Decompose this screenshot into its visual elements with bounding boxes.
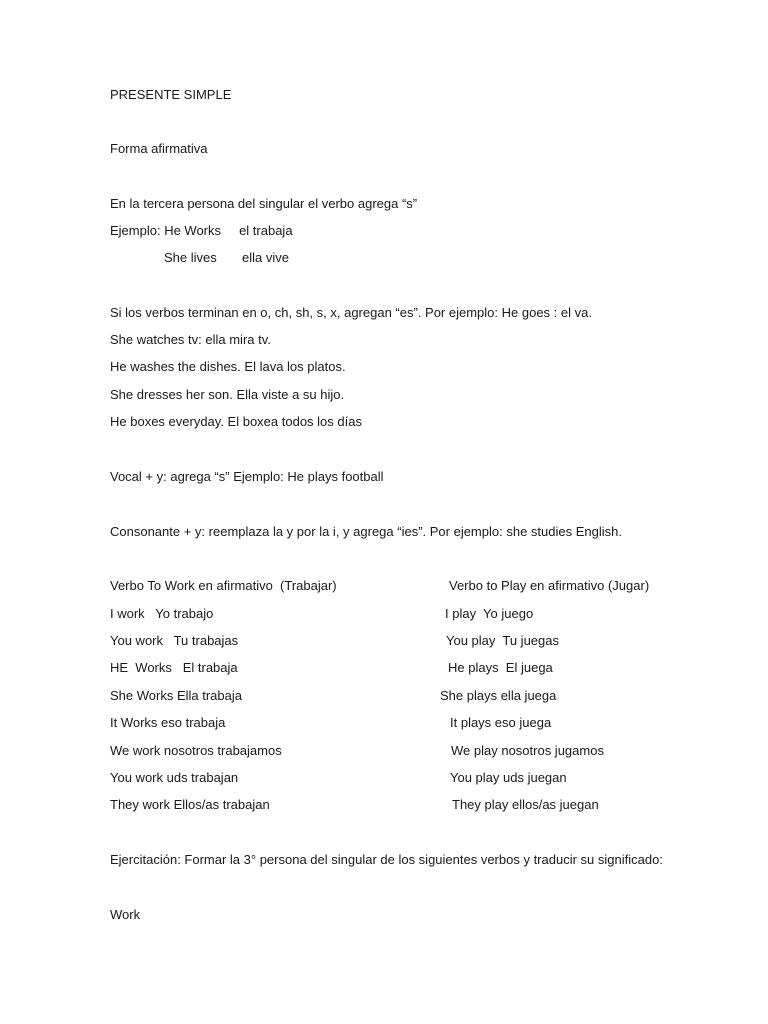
play-conjugation-row: She plays ella juega xyxy=(440,688,557,703)
work-conjugation-row: You work uds trabajan xyxy=(110,770,239,785)
example-line: She watches tv: ella mira tv. xyxy=(110,332,271,347)
play-conjugation-row: You play Tu juegas xyxy=(446,633,559,648)
work-conjugation-row: They work Ellos/as trabajan xyxy=(110,797,270,812)
document-title: PRESENTE SIMPLE xyxy=(110,87,232,102)
rule-vowel-y: Vocal + y: agrega “s” Ejemplo: He plays football xyxy=(110,469,384,484)
rule-consonant-y: Consonante + y: reemplaza la y por la i, y agrega “ies”. Por ejemplo: she studies English. xyxy=(110,524,622,539)
example-line: Ejemplo: He Works el trabaja xyxy=(110,223,293,238)
work-conjugation-row: You work Tu trabajas xyxy=(110,633,239,648)
section-heading: Forma afirmativa xyxy=(110,141,208,156)
play-conjugation-row: I play Yo juego xyxy=(445,606,534,621)
play-conjugation-row: They play ellos/as juegan xyxy=(452,797,599,812)
exercise-item: Work xyxy=(110,907,141,922)
work-column-header: Verbo To Work en afirmativo (Trabajar) xyxy=(110,578,337,593)
example-line: He washes the dishes. El lava los platos. xyxy=(110,359,346,374)
work-conjugation-row: HE Works El trabaja xyxy=(110,660,238,675)
example-line: He boxes everyday. El boxea todos los días xyxy=(110,414,362,429)
work-conjugation-row: It Works eso trabaja xyxy=(110,715,226,730)
play-conjugation-row: It plays eso juega xyxy=(450,715,552,730)
rule-es-ending: Si los verbos terminan en o, ch, sh, s, x, agregan “es”. Por ejemplo: He goes : el va. xyxy=(110,305,592,320)
play-conjugation-row: He plays El juega xyxy=(448,660,553,675)
work-conjugation-row: She Works Ella trabaja xyxy=(110,688,242,703)
rule-third-person: En la tercera persona del singular el verbo agrega “s” xyxy=(110,196,418,211)
work-conjugation-row: I work Yo trabajo xyxy=(110,606,214,621)
play-column-header: Verbo to Play en afirmativo (Jugar) xyxy=(449,578,650,593)
exercise-instruction: Ejercitación: Formar la 3° persona del singular de los siguientes verbos y traducir su significado: xyxy=(110,852,663,867)
play-conjugation-row: You play uds juegan xyxy=(450,770,567,785)
example-line: She lives ella vive xyxy=(164,250,289,265)
example-line: She dresses her son. Ella viste a su hijo. xyxy=(110,387,345,402)
play-conjugation-row: We play nosotros jugamos xyxy=(451,743,604,758)
work-conjugation-row: We work nosotros trabajamos xyxy=(110,743,282,758)
